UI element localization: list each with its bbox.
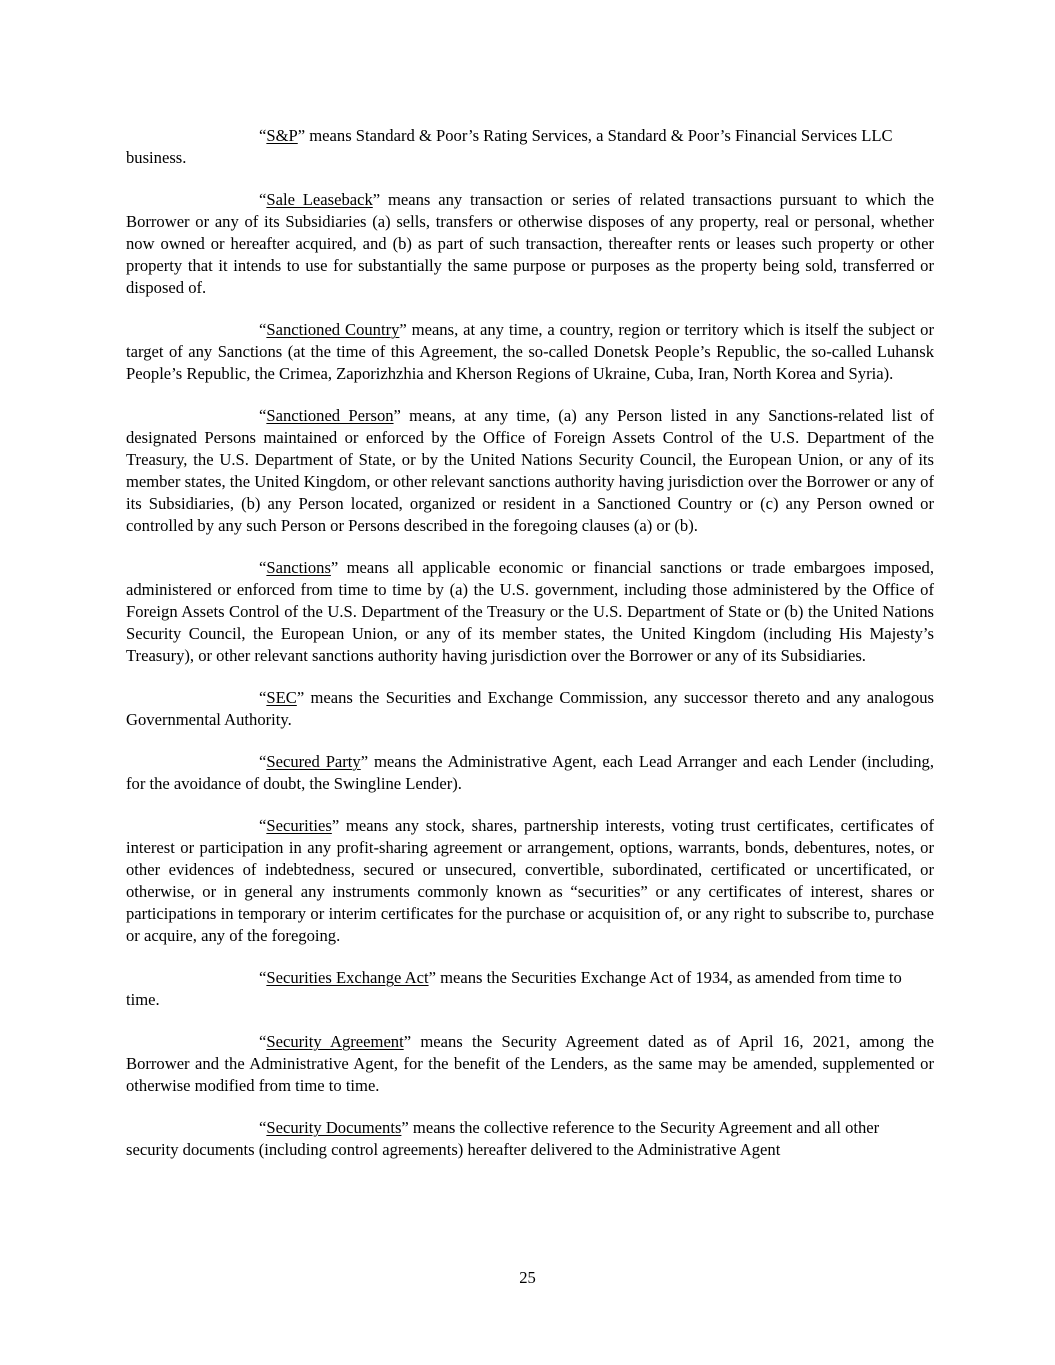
definition-sanctioned-country: [126, 319, 934, 385]
defined-term: Security Documents: [266, 1118, 402, 1137]
definition-sanctioned-person: [126, 405, 934, 537]
definition-secured-party: [126, 751, 934, 795]
defined-term: Sanctioned Country: [266, 320, 400, 339]
defined-term: S&P: [266, 126, 298, 145]
definition-text: ” means the Securities and Exchange Commission, any successor thereto and any analogous Governmental Authority.: [126, 688, 934, 729]
definition-text: ” means all applicable economic or financial sanctions or trade embargoes imposed, administered or enforced from time to time by (a) the U.S. government, including those administered by the Office of Foreign Assets Control of the U.S. Department of the Treasury or the U.S. Department of State or (b) the United Nations Security Council, the European Union, or any of its member states, the United Kingdom (including His Majesty’s Treasury), or other relevant sanctions authority having jurisdiction over the Borrower or any of its Subsidiaries.: [126, 558, 934, 665]
defined-term: Security Agreement: [266, 1032, 404, 1051]
defined-term: Sanctioned Person: [266, 406, 394, 425]
open-quote: “: [259, 816, 267, 835]
definition-securities: [126, 815, 934, 947]
defined-term: Securities: [266, 816, 332, 835]
definition-securities-exchange-act: [126, 967, 934, 1011]
definition-security-agreement: [126, 1031, 934, 1097]
open-quote: “: [259, 406, 267, 425]
definition-security-documents: [126, 1117, 934, 1161]
open-quote: “: [259, 320, 267, 339]
open-quote: “: [259, 1118, 267, 1137]
definition-sanctions: [126, 557, 934, 667]
definition-text: ” means any stock, shares, partnership interests, voting trust certificates, certificates of interest or participation in any profit-sharing agreement or arrangement, options, warrants, bonds, debentures, notes, or other evidences of indebtedness, secured or unsecured, convertible, subordinated, certificated or uncertificated, or otherwise, or in general any instruments commonly known as “securities” or any certificates of interest, shares or participations in temporary or interim certificates for the purchase or acquisition of, or any right to subscribe to, purchase or acquire, any of the foregoing.: [126, 816, 934, 945]
defined-term: Secured Party: [266, 752, 361, 771]
page-number: 25: [519, 1268, 536, 1287]
open-quote: “: [259, 752, 267, 771]
defined-term: SEC: [266, 688, 297, 707]
definition-text: ” means the collective reference to the Security Agreement and all other security documents (including control agreements) hereafter delivered to the Administrative Agent: [126, 1118, 880, 1159]
definition-text: ” means Standard & Poor’s Rating Services, a Standard & Poor’s Financial Services LLC business.: [126, 126, 893, 167]
definition-sec: [126, 687, 934, 731]
definition-sale-leaseback: [126, 189, 934, 299]
document-page: [126, 125, 934, 1181]
definition-text: ” means the Security Agreement dated as of April 16, 2021, among the Borrower and the Administrative Agent, for the benefit of the Lenders, as the same may be amended, supplemented or otherwise modified from time to time.: [126, 1032, 934, 1095]
definition-text: ” means, at any time, (a) any Person listed in any Sanctions-related list of designated Persons maintained or enforced by the Office of Foreign Assets Control of the U.S. Department of the Treasury, the U.S. Department of State, or by the United Nations Security Council, the European Union, or any of its member states, the United Kingdom, or other relevant sanctions authority having jurisdiction over the Borrower or any of its Subsidiaries, (b) any Person located, organized or resident in a Sanctioned Country or (c) any Person owned or controlled by any such Person or Persons described in the foregoing clauses (a) or (b).: [126, 406, 935, 535]
open-quote: “: [259, 126, 267, 145]
open-quote: “: [259, 1032, 267, 1051]
definition-text: ” means, at any time, a country, region or territory which is itself the subject or target of any Sanctions (at the time of this Agreement, the so-called Donetsk People’s Republic, the so-called Luhansk People’s Republic, the Crimea, Zaporizhzhia and Kherson Regions of Ukraine, Cuba, Iran, North Korea and Syria).: [126, 320, 934, 383]
definition-text: ” means the Administrative Agent, each Lead Arranger and each Lender (including, for the avoidance of doubt, the Swingline Lender).: [126, 752, 935, 793]
open-quote: “: [259, 558, 267, 577]
open-quote: “: [259, 688, 267, 707]
defined-term: Sanctions: [266, 558, 331, 577]
definition-sp: [126, 125, 934, 169]
definition-text: ” means the Securities Exchange Act of 1934, as amended from time to time.: [126, 968, 902, 1009]
definition-text: ” means any transaction or series of related transactions pursuant to which the Borrower or any of its Subsidiaries (a) sells, transfers or otherwise disposes of any property, real or personal, whether now owned or hereafter acquired, and (b) as part of such transaction, thereafter rents or leases such property or other property that it intends to use for substantially the same purpose or purposes as the property being sold, transferred or disposed of.: [126, 190, 935, 297]
defined-term: Sale Leaseback: [266, 190, 373, 209]
open-quote: “: [259, 190, 267, 209]
defined-term: Securities Exchange Act: [266, 968, 429, 987]
open-quote: “: [259, 968, 267, 987]
